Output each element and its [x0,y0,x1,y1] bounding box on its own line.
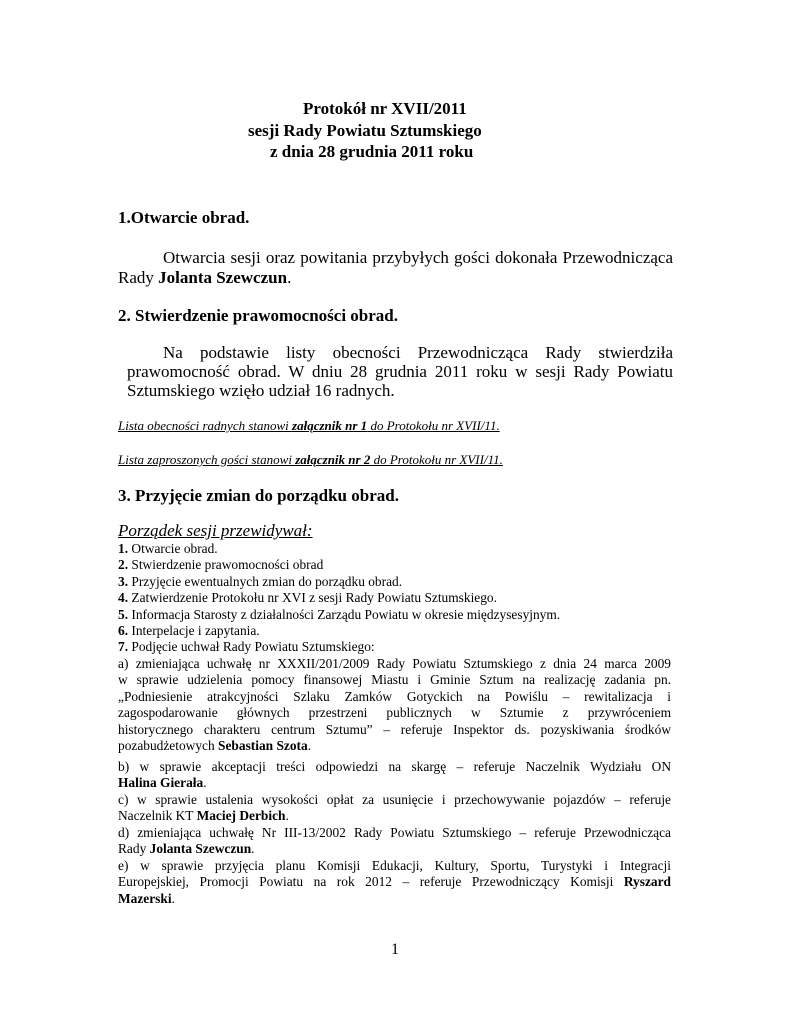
agenda-item: 5. Informacja Starosty z działalności Zarządu Powiatu w okresie międzysesyjnym. [118,606,561,622]
section-2-heading: 2. Stwierdzenie prawomocności obrad. [118,306,399,325]
agenda-item: 7. Podjęcie uchwał Rady Powiatu Sztumskiego: [118,639,375,655]
agenda-item: 3. Przyjęcie ewentualnych zmian do porządku obrad. [118,573,403,589]
agenda-item: 2. Stwierdzenie prawomocności obrad [118,557,324,573]
resolution-e: e) w sprawie przyjęcia planu Komisji Edukacji, Kultury, Sportu, Turystyki i Integracji Europejskiej, Promocji Powiatu na rok 2012 – referuje Przewodniczący Komisji Ryszard Mazerski. [118,858,671,906]
resolution-d: d) zmieniająca uchwałę Nr III-13/2002 Rady Powiatu Sztumskiego – referuje Przewodnicząca Rady Jolanta Szewczun. [118,825,671,857]
agenda-item: 4. Zatwierdzenie Protokołu nr XVI z sesji Rady Powiatu Sztumskiego. [118,590,497,606]
agenda-item: 1. Otwarcie obrad. [118,541,218,556]
section-1-heading: 1.Otwarcie obrad. [118,208,250,227]
section-2-paragraph-line-1: Na podstawie listy obecności Przewodnicząca Rady stwierdziła [163,343,673,362]
attachment-2-note: Lista zaproszonych gości stanowi załącznik nr 2 do Protokołu nr XVII/11. [118,452,503,467]
attachment-1-note: Lista obecności radnych stanowi załącznik nr 1 do Protokołu nr XVII/11. [118,418,500,433]
title-line-1: Protokół nr XVII/2011 [303,99,467,118]
section-3-heading: 3. Przyjęcie zmian do porządku obrad. [118,486,399,505]
resolution-a: a) zmieniająca uchwałę nr XXXII/201/2009 Rady Powiatu Sztumskiego z dnia 24 marca 2009 w sprawie udzielenia pomocy finansowej Miastu i Gminie Sztum na realizację zadania pn. „Podniesienie atrakcyjności Szlaku Zamków Gotyckich na Powiślu – rewitalizacja i zagospodarowanie głównych przestrzeni publicznych w Sztumie z przywróceniem historycznego charakteru centrum Sztumu” – referuje Inspektor ds. pozyskiwania środków pozabudżetowych Sebastian Szota. [118,656,671,754]
section-2-paragraph-line-2: prawomocność obrad. W dniu 28 grudnia 2011 roku w sesji Rady Powiatu [127,362,673,381]
page-number: 1 [391,941,399,958]
title-line-2: sesji Rady Powiatu Sztumskiego [248,121,482,140]
agenda-heading: Porządek sesji przewidywał: [118,521,313,540]
resolution-c: c) w sprawie ustalenia wysokości opłat za usunięcie i przechowywanie pojazdów – referuje Naczelnik KT Maciej Derbich. [118,792,671,824]
chairwoman-name: Jolanta Szewczun [158,268,288,287]
title-line-3: z dnia 28 grudnia 2011 roku [270,142,474,161]
section-1-paragraph-line-1: Otwarcia sesji oraz powitania przybyłych gości dokonała Przewodnicząca [163,248,673,267]
section-2-paragraph-line-3: Sztumskiego wzięło udział 16 radnych. [127,381,395,400]
section-1-paragraph-line-2: Rady Jolanta Szewczun. [118,268,292,287]
agenda-list [118,541,560,656]
resolution-b: b) w sprawie akceptacji treści odpowiedzi na skargę – referuje Naczelnik Wydziału ON Halina Gierała. [118,759,671,791]
agenda-item: 6. Interpelacje i zapytania. [118,623,260,639]
